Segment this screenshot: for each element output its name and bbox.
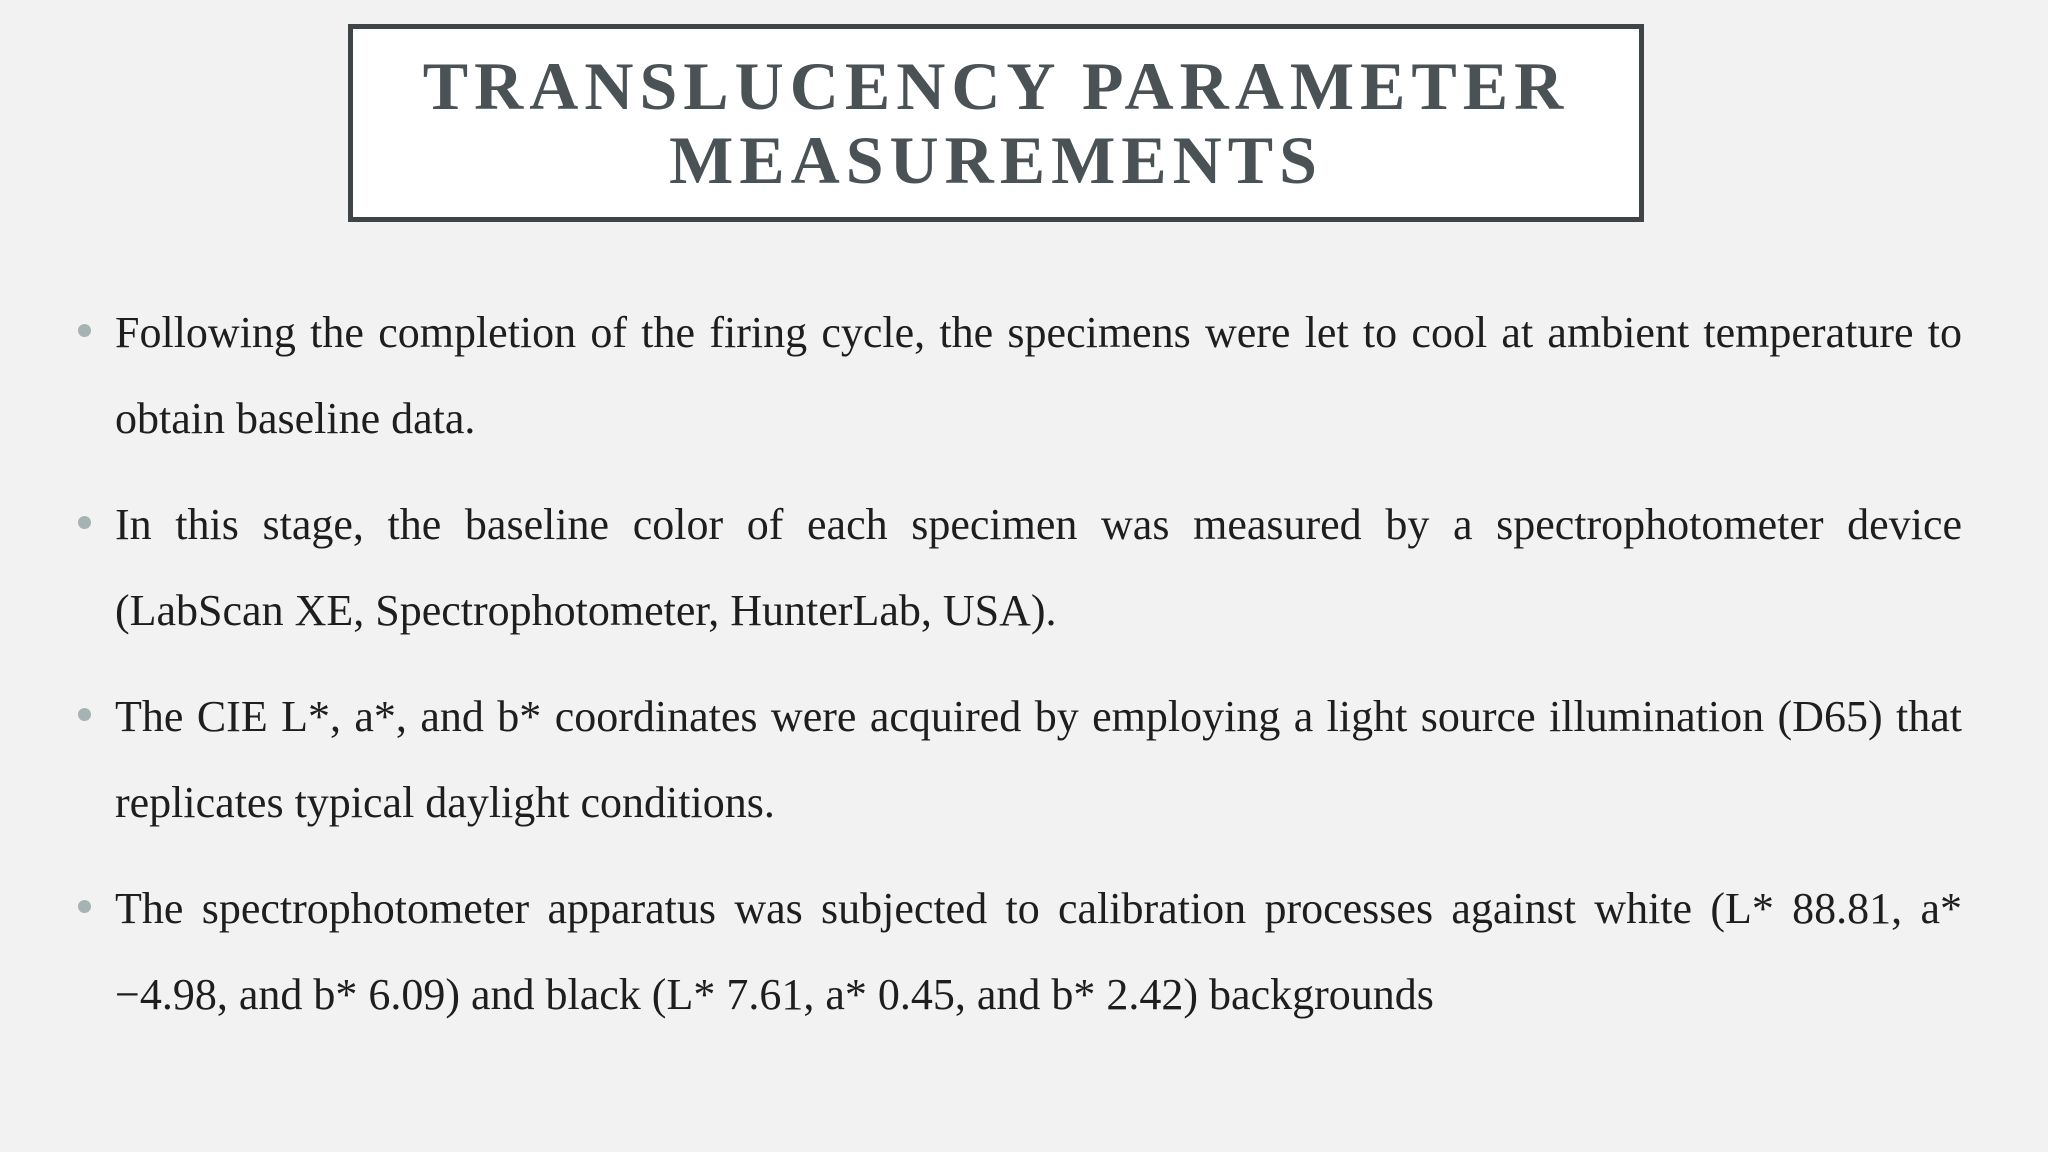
slide-title-line-1: TRANSLUCENCY PARAMETER [422,48,1570,124]
title-box [348,24,1644,222]
bullet-item [78,290,1962,462]
bullet-text: The spectrophotometer apparatus was subjected to calibration processes against white (L* 88.81, a* −4.98, and b* 6.09) and black (L* 7.61, a* 0.45, and b* 2.42) backgrounds [115,884,1962,1019]
bullet-dot-icon [78,516,91,529]
bullet-text: In this stage, the baseline color of each specimen was measured by a spectrophotometer device (LabScan XE, Spectrophotometer, HunterLab, USA). [115,500,1962,635]
slide-title-line-2: MEASUREMENTS [669,122,1323,198]
bullet-dot-icon [78,324,91,337]
bullet-item [78,482,1962,654]
bullet-text: The CIE L*, a*, and b* coordinates were acquired by employing a light source illumination (D65) that replicates typical daylight conditions. [115,692,1962,827]
bullet-dot-icon [78,900,91,913]
bullet-item [78,866,1962,1038]
bullet-item [78,674,1962,846]
bullet-text: Following the completion of the firing cycle, the specimens were let to cool at ambient temperature to obtain baseline data. [115,308,1962,443]
bullet-dot-icon [78,708,91,721]
bullet-list [78,290,1962,1058]
